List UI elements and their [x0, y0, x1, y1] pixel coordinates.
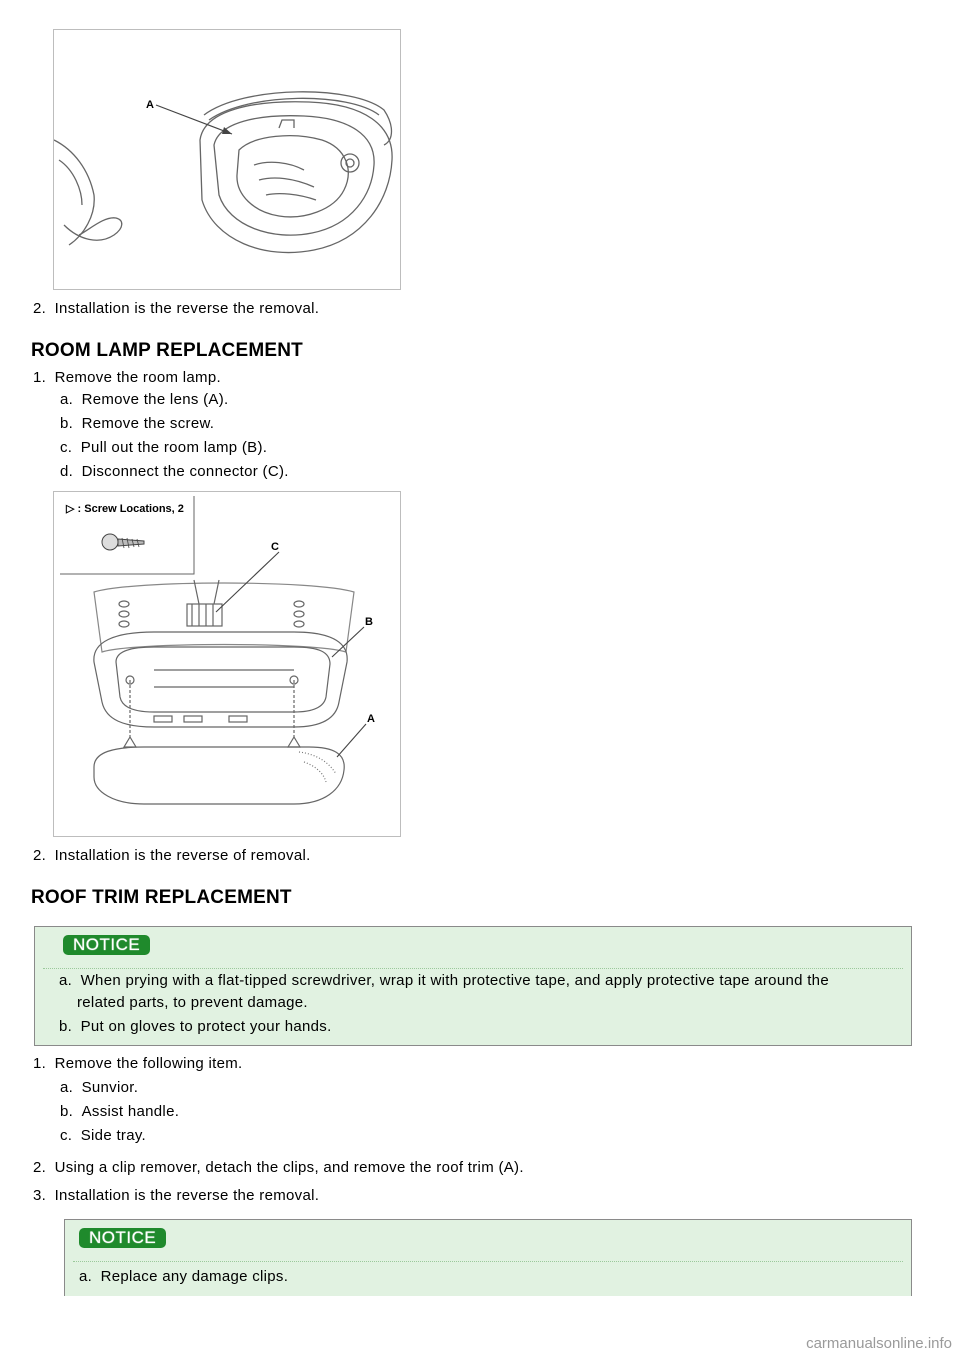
notice-badge: NOTICE: [79, 1228, 166, 1248]
roof-trim-step-2: [33, 1159, 524, 1177]
notice-item-a-cont: related parts, to prevent damage.: [77, 994, 308, 1011]
substep-text: Pull out the room lamp (B).: [80, 439, 268, 456]
callout-c-label: C: [271, 541, 279, 553]
room-lamp-substep-d: [60, 463, 289, 481]
step-text: Installation is the reverse the removal.: [54, 1187, 320, 1204]
roof-trim-substep-a: [60, 1079, 138, 1097]
room-lamp-step-2: [33, 847, 311, 865]
substep-text: Disconnect the connector (C).: [81, 463, 289, 480]
screw-icon: [102, 534, 144, 550]
substep-text: Remove the screw.: [81, 415, 215, 432]
step-text: Remove the following item.: [54, 1055, 243, 1072]
substep-letter: a.: [60, 1079, 74, 1096]
section-heading-room-lamp: ROOM LAMP REPLACEMENT: [31, 340, 303, 361]
substep-text: Sunvior.: [81, 1079, 139, 1096]
notice-box-2: [64, 1219, 912, 1296]
item-text: Replace any damage clips.: [100, 1268, 289, 1285]
step-text: Installation is the reverse of removal.: [54, 847, 311, 864]
room-lamp-substep-b: [60, 415, 214, 433]
substep-letter: a.: [60, 391, 74, 408]
callout-b-label: B: [365, 616, 373, 628]
step-number: 2.: [33, 1159, 47, 1176]
section-heading-roof-trim: ROOF TRIM REPLACEMENT: [31, 887, 292, 908]
watermark: carmanualsonline.info: [806, 1335, 952, 1352]
item-letter: b.: [59, 1018, 73, 1035]
roof-trim-step-1: [33, 1055, 242, 1073]
item-text: Put on gloves to protect your hands.: [80, 1018, 332, 1035]
notice-badge: NOTICE: [63, 935, 150, 955]
room-lamp-step-1: [33, 369, 221, 387]
roof-trim-substep-c: [60, 1127, 146, 1145]
step-number: 3.: [33, 1187, 47, 1204]
notice-item-a: [79, 1268, 288, 1286]
substep-text: Remove the lens (A).: [81, 391, 229, 408]
callout-a-label: A: [367, 713, 375, 725]
roof-trim-substep-b: [60, 1103, 179, 1121]
callout-a-label: A: [146, 99, 154, 111]
substep-text: Side tray.: [80, 1127, 146, 1144]
item-letter: a.: [79, 1268, 93, 1285]
step-number: 2.: [33, 847, 47, 864]
step-number: 1.: [33, 369, 47, 386]
notice-box-1: [34, 926, 912, 1046]
room-lamp-substep-a: [60, 391, 228, 409]
notice-divider: [73, 1261, 903, 1262]
substep-letter: b.: [60, 415, 74, 432]
notice-item-a: [59, 972, 829, 990]
item-text: When prying with a flat-tipped screwdriver, wrap it with protective tape, and apply protective tape around the: [80, 972, 829, 989]
substep-letter: b.: [60, 1103, 74, 1120]
step-number: 2.: [33, 300, 47, 317]
substep-letter: d.: [60, 463, 74, 480]
roof-trim-step-3: [33, 1187, 319, 1205]
room-lamp-substep-c: [60, 439, 267, 457]
step-install-reverse: [33, 300, 319, 318]
notice-divider: [43, 968, 903, 969]
substep-letter: c.: [60, 439, 73, 456]
step-number: 1.: [33, 1055, 47, 1072]
lamp-lens-illustration: [54, 30, 400, 289]
step-text: Using a clip remover, detach the clips, and remove the roof trim (A).: [54, 1159, 524, 1176]
lamp-lens-figure: [53, 29, 401, 290]
room-lamp-illustration: [54, 492, 400, 836]
notice-item-b: [59, 1018, 332, 1036]
item-letter: a.: [59, 972, 73, 989]
substep-letter: c.: [60, 1127, 73, 1144]
substep-text: Assist handle.: [81, 1103, 180, 1120]
step-text: Installation is the reverse the removal.: [54, 300, 320, 317]
step-text: Remove the room lamp.: [54, 369, 221, 386]
screw-locations-label: ▷ : Screw Locations, 2: [66, 503, 184, 515]
room-lamp-figure: [53, 491, 401, 837]
